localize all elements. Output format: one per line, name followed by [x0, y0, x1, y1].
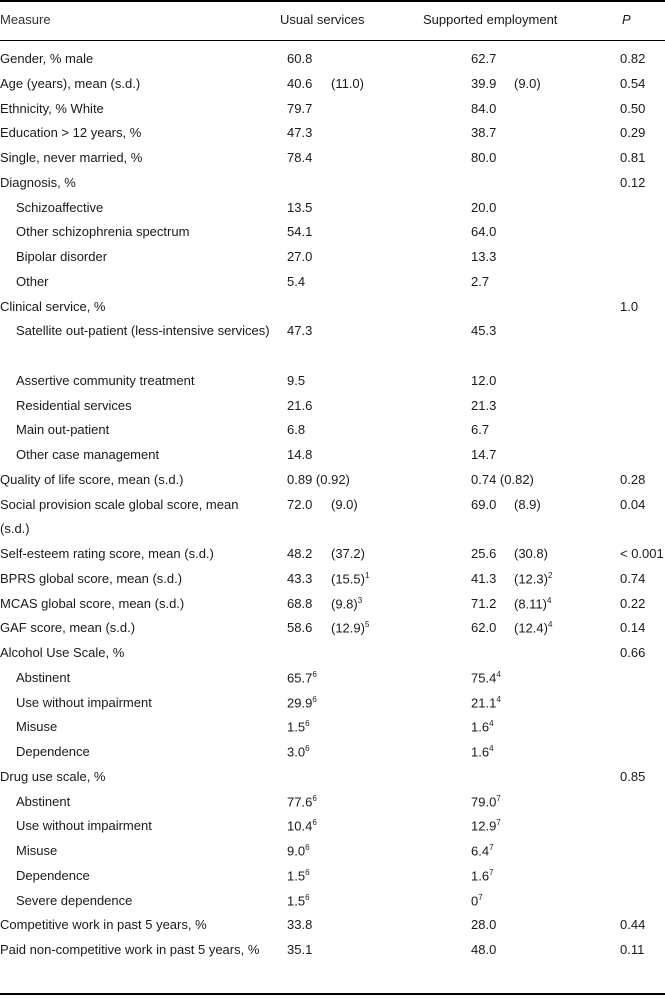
supported-value-cell: 39.9: [471, 75, 497, 91]
measure-cell: Diagnosis, %: [0, 174, 76, 190]
usual-value-cell: $1.5^6$: [287, 867, 310, 884]
supported-sd-cell-footnote: 4: [547, 620, 553, 630]
usual-value-cell: 14.8: [287, 447, 313, 462]
measure-cell: Gender, % male: [0, 51, 94, 66]
table-row: [0, 914, 665, 939]
measure-cell: Severe dependence: [16, 892, 133, 908]
table-row: [0, 815, 665, 840]
supported-sd-cell: (8.9): [514, 496, 541, 512]
supported-value-cell: 64.0: [471, 224, 497, 240]
usual-value-cell: 40.6: [287, 75, 313, 91]
usual-value-cell: 33.8: [287, 917, 313, 933]
supported-value-cell: $1.6^7$: [471, 867, 494, 884]
p-value-cell: 1.0: [620, 298, 639, 314]
usual-value-cell: 27.0: [287, 249, 313, 264]
header-measure: Measure: [0, 12, 51, 27]
measure-cell: Abstinent: [16, 669, 71, 685]
measure-cell: Main out-patient: [16, 422, 110, 438]
measure-cell: Quality of life score, mean (s.d.): [0, 471, 184, 487]
p-value-cell: 0.66: [620, 645, 646, 660]
usual-value-cell: 47.3: [287, 125, 313, 141]
usual-value-cell-footnote: 6: [305, 843, 310, 852]
measure-cell: Other case management: [16, 447, 160, 462]
usual-value-cell: 54.1: [287, 224, 313, 240]
usual-value-cell: 29.9$^6$: [287, 694, 317, 710]
usual-sd-cell: $(15.5)^1$: [331, 570, 370, 587]
table-row: [0, 667, 665, 692]
usual-value-cell: 35.1: [287, 942, 313, 957]
table-row: [0, 419, 665, 444]
supported-value-cell: 62.7: [471, 51, 497, 66]
supported-value-cell: $1.6^4$: [471, 744, 494, 760]
measure-cell: Dependence: [16, 744, 90, 759]
supported-value-cell: $0^7$: [471, 892, 483, 908]
usual-value-cell: 60.8: [287, 51, 313, 66]
usual-value-cell: 77.6$^6$: [287, 793, 317, 809]
table-body: [0, 48, 665, 989]
usual-value-cell: 13.5: [287, 199, 313, 215]
supported-value-cell: 12.9$^7$: [471, 818, 501, 834]
p-value-cell: 0.50: [620, 100, 646, 116]
bottom-rule: [0, 993, 665, 995]
usual-value-cell-footnote: 6: [305, 744, 310, 753]
table-row: [0, 716, 665, 741]
measure-cell: Single, never married, %: [0, 150, 143, 165]
supported-value-cell: 45.3: [471, 323, 497, 339]
usual-value-cell: 78.4: [287, 150, 313, 165]
supported-value-cell: 28.0: [471, 917, 497, 933]
usual-value-cell-footnote: 6: [305, 892, 310, 902]
supported-sd-cell: (30.8): [514, 546, 548, 561]
measure-cell: Misuse: [16, 843, 58, 858]
table-row: [0, 617, 665, 642]
table-row: [0, 147, 665, 172]
supported-value-cell: 2.7: [471, 273, 490, 289]
table-row: [0, 939, 665, 989]
measure-cell: Dependence: [16, 867, 90, 883]
supported-value-cell: 80.0: [471, 150, 497, 165]
p-value-cell: 0.81: [620, 150, 646, 165]
table-row: [0, 122, 665, 147]
p-value-cell: 0.29: [620, 125, 646, 141]
supported-value-cell: 69.0: [471, 496, 497, 512]
table-row: [0, 741, 665, 766]
table-row: [0, 395, 665, 420]
usual-value-cell: 48.2: [287, 546, 313, 561]
measure-cell: Drug use scale, %: [0, 768, 106, 784]
table-row: [0, 890, 665, 915]
supported-value-cell: 25.6: [471, 546, 497, 561]
table-row: [0, 296, 665, 321]
supported-value-cell-footnote: 4: [496, 694, 501, 704]
usual-sd-cell: (11.0): [331, 75, 364, 91]
supported-value-cell: 0.74 (0.82): [471, 471, 534, 487]
measure-cell: Use without impairment: [16, 818, 152, 834]
supported-value-cell-footnote: 7: [478, 892, 483, 902]
p-value-cell: 0.12: [620, 174, 646, 190]
table-row: [0, 494, 665, 544]
supported-value-cell: 14.7: [471, 447, 497, 462]
table-row: [0, 444, 665, 469]
usual-sd-cell: (37.2): [331, 546, 365, 561]
supported-value-cell: 84.0: [471, 100, 497, 116]
table-row: [0, 692, 665, 717]
supported-value-cell: $6.4^7$: [471, 843, 494, 859]
measure-cell: Age (years), mean (s.d.): [0, 75, 141, 91]
supported-value-cell-footnote: 4: [489, 744, 494, 753]
usual-value-cell: 9.5: [287, 372, 306, 388]
measure-cell: Alcohol Use Scale, %: [0, 645, 125, 660]
usual-value-cell-footnote: 6: [312, 669, 317, 679]
measure-cell: GAF score, mean (s.d.): [0, 620, 136, 636]
usual-sd-cell-footnote: 5: [364, 620, 370, 630]
usual-value-cell: 6.8: [287, 422, 306, 438]
supported-value-cell-footnote: 7: [496, 793, 501, 803]
usual-value-cell: 5.4: [287, 273, 306, 289]
table-row: [0, 48, 665, 73]
supported-value-cell: 38.7: [471, 125, 497, 141]
header-usual-services: Usual services: [280, 12, 365, 27]
supported-sd-cell-footnote: 4: [547, 595, 552, 605]
supported-value-cell: 13.3: [471, 249, 497, 264]
measure-cell: Ethnicity, % White: [0, 100, 104, 116]
table-row: [0, 320, 665, 370]
measure-cell: Residential services: [16, 397, 132, 413]
usual-sd-cell: (9.0): [331, 496, 358, 512]
measure-cell: Self-esteem rating score, mean (s.d.): [0, 546, 214, 561]
measure-cell: Misuse: [16, 719, 58, 735]
supported-sd-cell-footnote: 2: [547, 570, 553, 580]
measure-cell: Other: [16, 273, 49, 289]
usual-sd-cell-footnote: 3: [357, 595, 363, 605]
usual-value-cell: 68.8: [287, 595, 313, 611]
usual-value-cell: 58.6: [287, 620, 313, 636]
measure-cell: Bipolar disorder: [16, 249, 108, 264]
p-value-cell: 0.54: [620, 75, 646, 91]
usual-value-cell: 79.7: [287, 100, 313, 116]
table-row: [0, 469, 665, 494]
supported-value-cell-footnote: 4: [489, 719, 494, 729]
usual-value-cell: 72.0: [287, 496, 313, 512]
p-value-cell: 0.74: [620, 570, 646, 586]
header-p-value: P: [622, 12, 631, 27]
top-rule: [0, 0, 665, 2]
table-row: [0, 766, 665, 791]
measure-cell: Social provision scale global score, mean (s.d.): [0, 496, 239, 537]
supported-value-cell: $1.6^4$: [471, 719, 494, 735]
measure-cell: Satellite out-patient (less-intensive services): [16, 323, 270, 339]
usual-value-cell: 0.89 (0.92): [287, 471, 350, 487]
measure-cell: Schizoaffective: [16, 199, 104, 215]
usual-value-cell: $3.0^6$: [287, 744, 310, 760]
supported-value-cell: 48.0: [471, 942, 497, 957]
usual-value-cell: $1.5^6$: [287, 719, 310, 735]
p-value-cell: 0.44: [620, 917, 646, 933]
supported-value-cell: 79.0$^7$: [471, 793, 501, 809]
measure-cell: Use without impairment: [16, 694, 152, 710]
supported-value-cell-footnote: 4: [496, 669, 501, 679]
supported-value-cell: 41.3: [471, 570, 497, 586]
supported-value-cell: 21.3: [471, 397, 497, 413]
supported-value-cell: 71.2: [471, 595, 497, 611]
usual-value-cell: 43.3: [287, 570, 313, 586]
usual-value-cell-footnote: 6: [305, 867, 310, 877]
p-value-cell: 0.85: [620, 768, 646, 784]
table-row: [0, 642, 665, 667]
p-value-cell: 0.22: [620, 595, 646, 611]
table-row: [0, 73, 665, 98]
supported-value-cell-footnote: 7: [489, 843, 494, 852]
usual-value-cell-footnote: 6: [312, 694, 317, 704]
measure-cell: Competitive work in past 5 years, %: [0, 917, 207, 933]
supported-sd-cell: $(12.3)^2$: [514, 570, 553, 587]
p-value-cell: 0.82: [620, 51, 646, 66]
p-value-cell: 0.14: [620, 620, 646, 636]
usual-sd-cell-footnote: 1: [364, 570, 370, 580]
measure-cell: Paid non-competitive work in past 5 years, %: [0, 942, 260, 957]
table-row: [0, 172, 665, 197]
table-row: [0, 593, 665, 618]
usual-value-cell: 21.6: [287, 397, 313, 413]
p-value-cell: 0.28: [620, 471, 646, 487]
table-row: [0, 370, 665, 395]
usual-value-cell-footnote: 6: [305, 719, 310, 729]
p-value-cell: < 0.001: [620, 546, 664, 561]
measure-cell: MCAS global score, mean (s.d.): [0, 595, 185, 611]
supported-value-cell-footnote: 7: [489, 867, 494, 877]
usual-value-cell: 10.4$^6$: [287, 818, 317, 834]
measure-cell: Other schizophrenia spectrum: [16, 224, 190, 240]
measure-cell: Abstinent: [16, 793, 71, 809]
table-row: [0, 568, 665, 593]
supported-value-cell: 21.1$^4$: [471, 694, 501, 710]
supported-value-cell: 12.0: [471, 372, 497, 388]
p-value-cell: 0.11: [620, 942, 645, 957]
table-row: [0, 246, 665, 271]
measure-cell: BPRS global score, mean (s.d.): [0, 570, 183, 586]
supported-value-cell: 20.0: [471, 199, 497, 215]
supported-sd-cell: (9.0): [514, 75, 541, 91]
usual-value-cell: 65.7$^6$: [287, 669, 317, 686]
measure-cell: Assertive community treatment: [16, 372, 195, 388]
header-supported-employment: Supported employment: [423, 12, 558, 27]
supported-sd-cell: $(8.11)^4$: [514, 595, 552, 611]
supported-value-cell: 6.7: [471, 422, 490, 438]
table-row: [0, 840, 665, 865]
supported-value-cell: 75.4$^4$: [471, 669, 501, 686]
supported-value-cell: 62.0: [471, 620, 497, 636]
header-rule: [0, 40, 665, 41]
table-row: [0, 271, 665, 296]
table-row: [0, 197, 665, 222]
table-row: [0, 791, 665, 816]
table-row: [0, 98, 665, 123]
usual-value-cell: $9.0^6$: [287, 843, 310, 859]
usual-value-cell: 47.3: [287, 323, 313, 339]
measure-cell: Clinical service, %: [0, 298, 106, 314]
table-row: [0, 543, 665, 568]
usual-sd-cell: $(9.8)^3$: [331, 595, 363, 611]
usual-sd-cell: $(12.9)^5$: [331, 620, 370, 636]
supported-sd-cell: $(12.4)^4$: [514, 620, 553, 636]
table-row: [0, 865, 665, 890]
usual-value-cell-footnote: 6: [312, 793, 317, 803]
table-row: [0, 221, 665, 246]
usual-value-cell: $1.5^6$: [287, 892, 310, 908]
p-value-cell: 0.04: [620, 496, 646, 512]
supported-value-cell-footnote: 7: [496, 818, 501, 828]
measure-cell: Education > 12 years, %: [0, 125, 142, 141]
usual-value-cell-footnote: 6: [312, 818, 317, 828]
